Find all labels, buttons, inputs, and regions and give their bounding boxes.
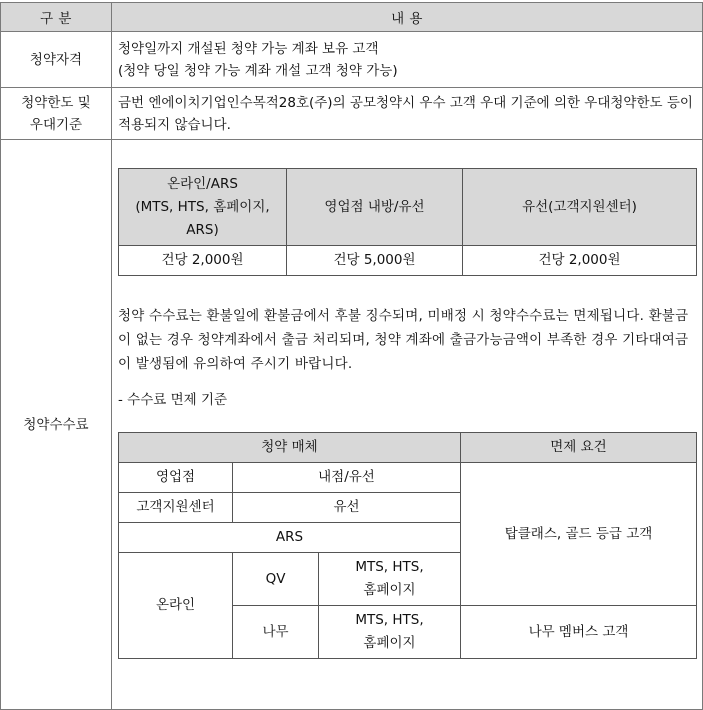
exemption-title: - 수수료 면제 기준 [118, 392, 228, 408]
fee-value-call-center: 건당 2,000원 [463, 246, 697, 276]
media-support-value: 유선 [233, 493, 461, 523]
fee-value-online: 건당 2,000원 [119, 246, 287, 276]
media-branch: 영업점 [119, 463, 233, 493]
fee-header-online: 온라인/ARS (MTS, HTS, 홈페이지, ARS) [119, 169, 287, 246]
limit-label [1, 88, 112, 140]
exemption-table [118, 432, 697, 659]
fee-row [1, 140, 703, 710]
qualification-line1: 청약일까지 개설된 청약 가능 계좌 보유 고객 [118, 40, 379, 57]
qualification-label: 청약자격 [1, 32, 112, 88]
header-content: 내 용 [112, 3, 703, 32]
header-row [1, 3, 703, 32]
exemption-header-media: 청약 매체 [119, 433, 461, 463]
subscription-info-table [0, 2, 703, 710]
fee-paragraph: 청약 수수료는 환불일에 환불금에서 후불 징수되며, 미배정 시 청약수수료는 면제됩니다. 환불금이 없는 경우 청약계좌에서 출금 처리되며, 청약 계좌에 출금가능금액이 부족한 경우 기타대여금이 발생됨에 유의하여 주시기 바랍니다. [118, 308, 689, 372]
media-ars: ARS [119, 523, 461, 553]
fee-header-call-center: 유선(고객지원센터) [463, 169, 697, 246]
qualification-content [112, 32, 703, 88]
fee-content [112, 140, 703, 710]
condition-namu: 나무 멤버스 고객 [461, 606, 697, 659]
fee-amount-header-row [119, 169, 697, 246]
qualification-line2: (청약 당일 청약 가능 계좌 개설 고객 청약 가능) [118, 62, 398, 79]
fee-header-branch: 영업점 내방/유선 [287, 169, 463, 246]
limit-row [1, 88, 703, 140]
media-namu-value: MTS, HTS, 홈페이지 [319, 606, 461, 659]
media-qv-value: MTS, HTS, 홈페이지 [319, 553, 461, 606]
exemption-header-condition: 면제 요건 [461, 433, 697, 463]
exemption-header-row [119, 433, 697, 463]
qualification-row [1, 32, 703, 88]
exemption-row-branch [119, 463, 697, 493]
media-branch-value: 내점/유선 [233, 463, 461, 493]
header-category: 구 분 [1, 3, 112, 32]
fee-amount-value-row [119, 246, 697, 276]
media-support-center: 고객지원센터 [119, 493, 233, 523]
media-namu: 나무 [233, 606, 319, 659]
limit-label-line1: 청약한도 및 [21, 94, 91, 111]
fee-value-branch: 건당 5,000원 [287, 246, 463, 276]
media-online: 온라인 [119, 553, 233, 659]
condition-top-class: 탑클래스, 골드 등급 고객 [461, 463, 697, 606]
limit-content: 금번 엔에이치기업인수목적28호(주)의 공모청약시 우수 고객 우대 기준에 의한 우대청약한도 등이 적용되지 않습니다. [112, 88, 703, 140]
fee-label: 청약수수료 [1, 140, 112, 710]
fee-amount-table [118, 168, 697, 276]
limit-label-line2: 우대기준 [29, 116, 83, 133]
media-qv: QV [233, 553, 319, 606]
